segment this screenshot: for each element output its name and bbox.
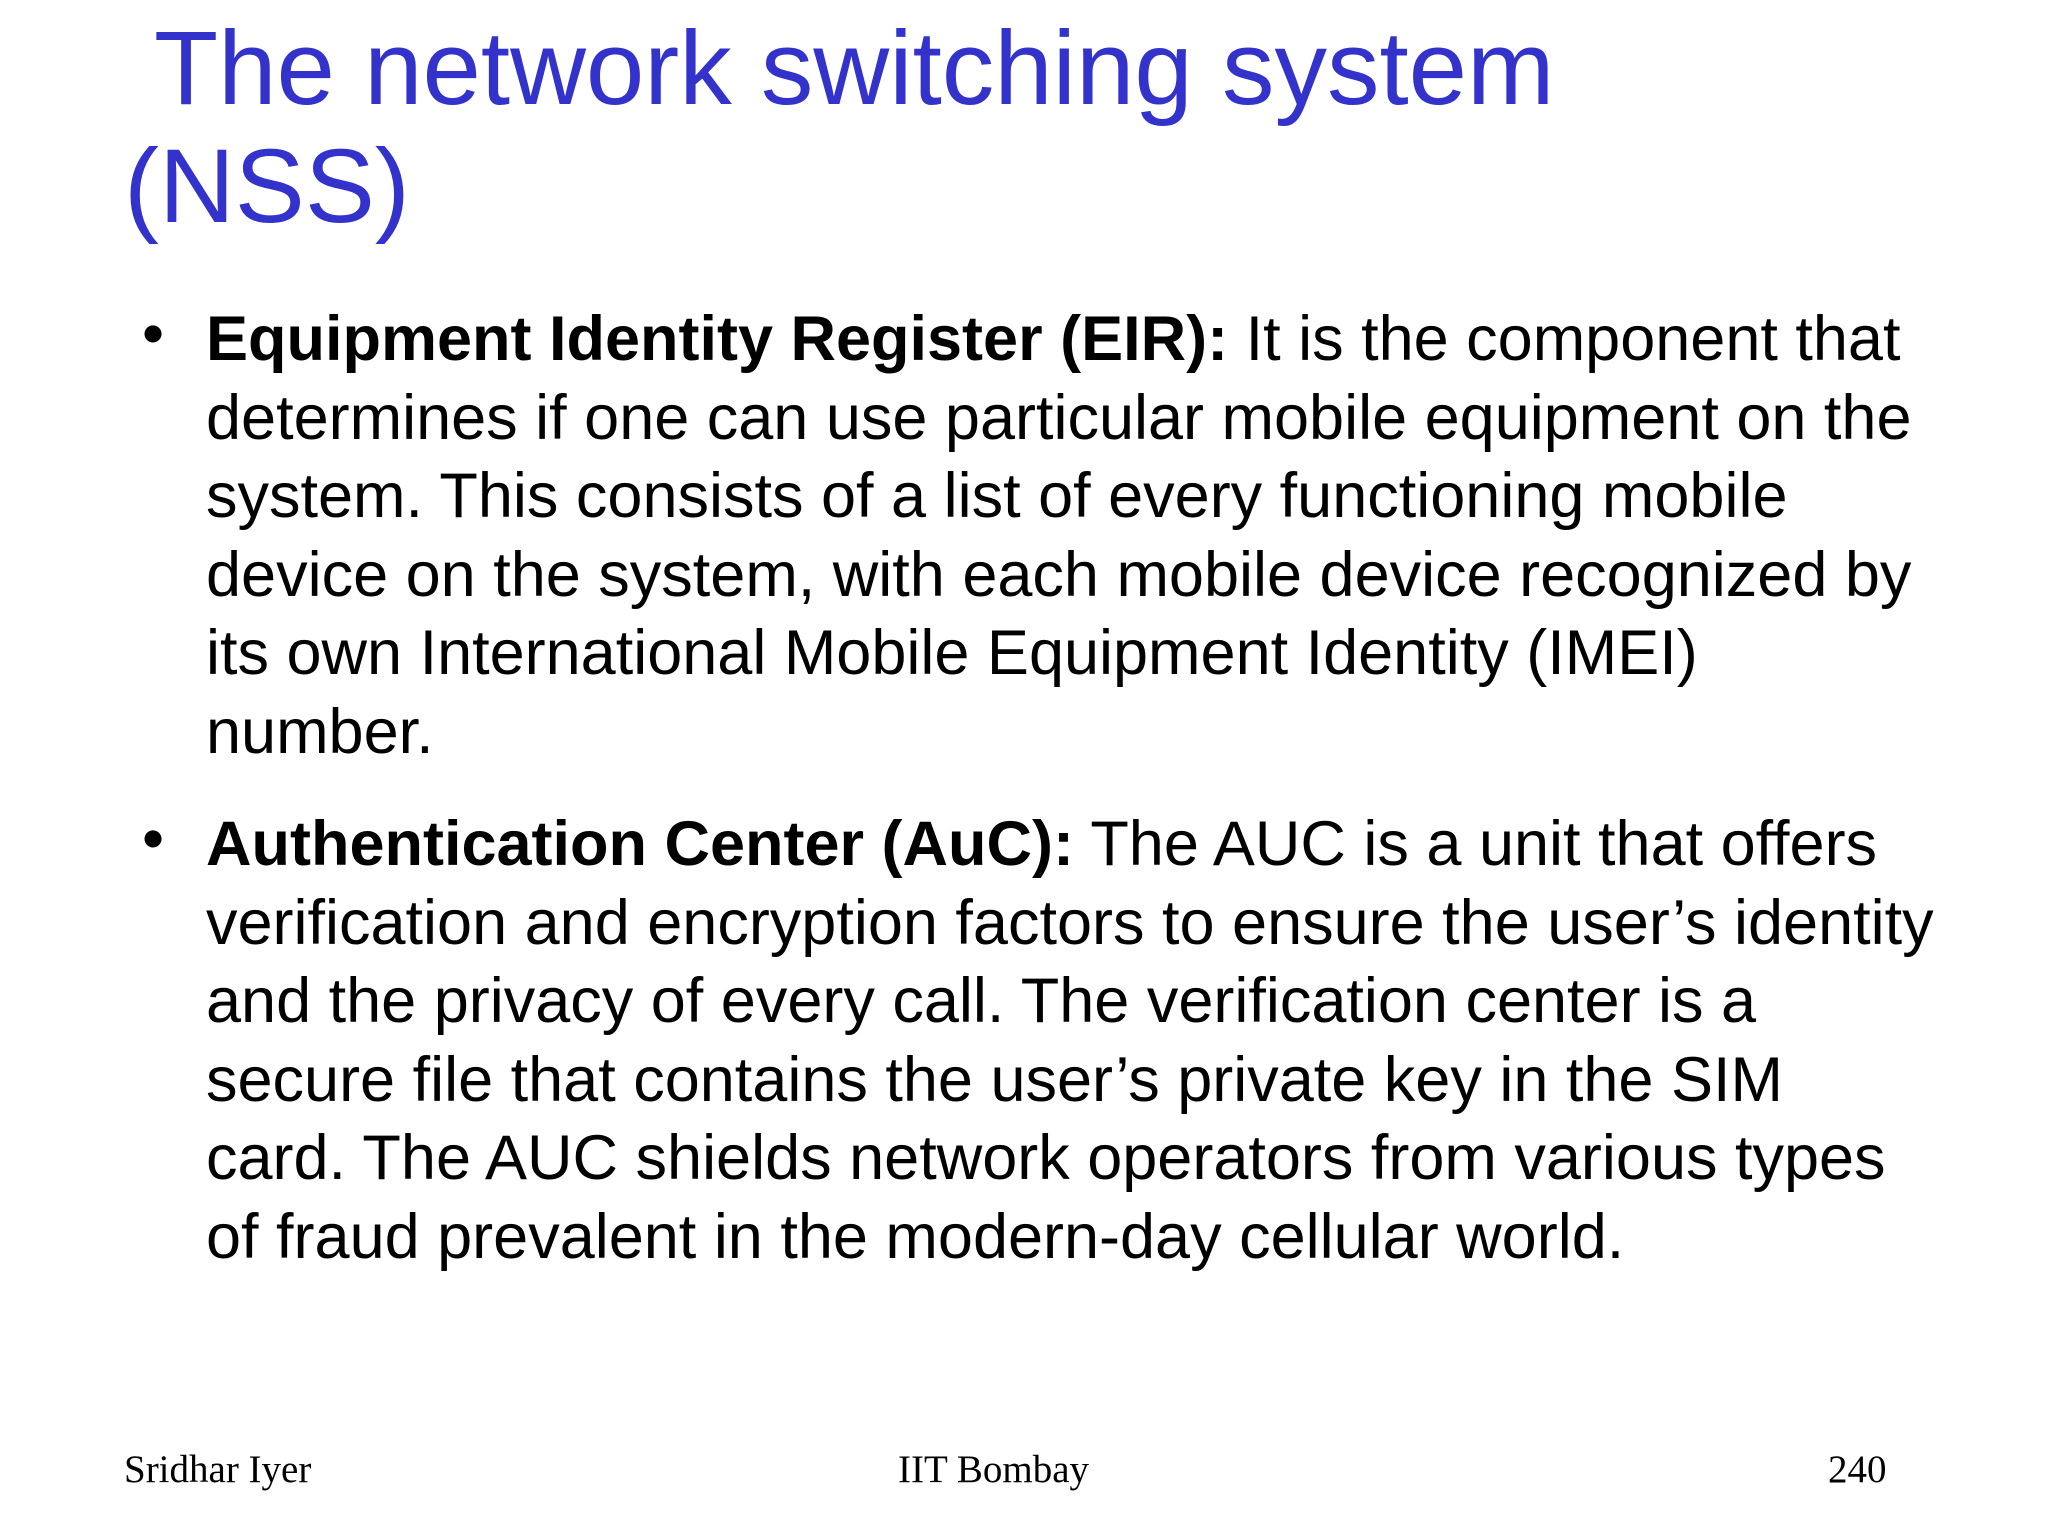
bullet-term-auc: Authentication Center (AuC): <box>206 809 1074 879</box>
footer-author: Sridhar Iyer <box>124 1448 312 1491</box>
bullet-text-auc: The AUC is a unit that offers verification and encryption factors to ensure the user’s identity and the privacy of every call. The verification center is a secure file that contains the user’s private key in the SIM card. The AUC shields network operators from various types of fraud prevalent in the modern-day cellular world. <box>206 809 1934 1272</box>
bullet-marker: • <box>142 299 165 369</box>
bullet-marker: • <box>142 804 165 874</box>
bullet-item-auc <box>138 805 1938 1276</box>
bullet-item-eir <box>138 300 1938 771</box>
footer-institution: IIT Bombay <box>898 1448 1090 1491</box>
slide-title <box>124 10 1904 246</box>
slide-title-line-2: (NSS) <box>124 128 410 245</box>
slide-title-line-1: The network switching system <box>154 10 1555 127</box>
bullet-text-eir: It is the component that determines if one can use particular mobile equipment on the system. This consists of a list of every functioning mobile device on the system, with each mobile device recognized by its own International Mobile Equipment Identity (IMEI) number. <box>206 304 1912 767</box>
bullet-term-eir: Equipment Identity Register (EIR): <box>206 304 1229 374</box>
footer-page-number: 240 <box>1828 1448 1887 1491</box>
bullet-list <box>138 300 1938 1276</box>
